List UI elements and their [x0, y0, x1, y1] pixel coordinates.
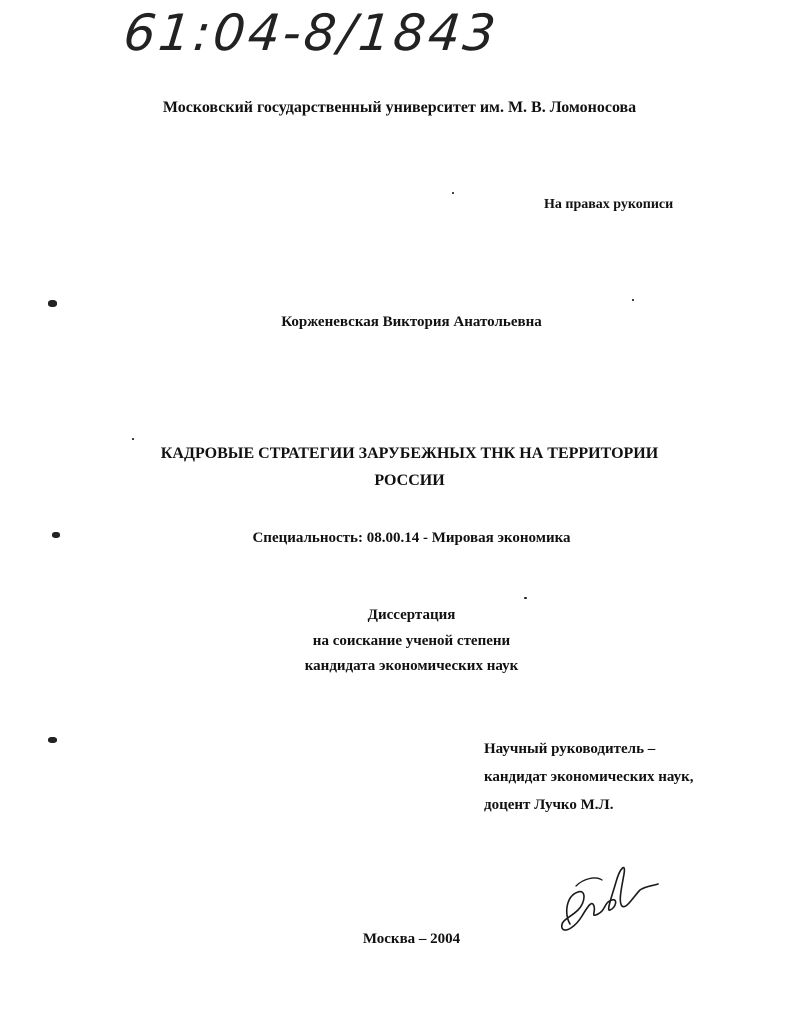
dissertation-label: Диссертация [367, 607, 456, 623]
university-name: Московский государственный университет им. М. В. Ломоносова [162, 99, 637, 116]
city-year: Москва – 2004 [362, 931, 461, 947]
scan-speck [524, 597, 527, 599]
degree-purpose: на соискание ученой степени [312, 633, 511, 649]
specialty: Специальность: 08.00.14 - Мировая экономика [252, 530, 571, 546]
supervisor-name: доцент Лучко М.Л. [484, 797, 614, 813]
archive-code-handwritten: 61:04-8/1843 [120, 4, 502, 62]
scan-speck [632, 299, 634, 301]
scan-speck [48, 737, 57, 743]
supervisor-block [484, 735, 694, 819]
scan-speck [48, 300, 57, 307]
supervisor-degree: кандидат экономических наук, [484, 769, 694, 785]
degree-name: кандидата экономических наук [304, 658, 519, 674]
supervisor-role: Научный руководитель – [484, 741, 656, 757]
author-name: Корженевская Виктория Анатольевна [281, 314, 542, 330]
thesis-title-line-2: РОССИИ [374, 472, 445, 489]
rights-note: На правах рукописи [544, 197, 674, 212]
thesis-title-line-1: КАДРОВЫЕ СТРАТЕГИИ ЗАРУБЕЖНЫХ ТНК НА ТЕРРИТОРИИ [160, 445, 659, 462]
supervisor-signature [556, 856, 666, 934]
scan-speck [452, 192, 454, 194]
scan-speck [52, 532, 60, 538]
scan-speck [132, 438, 134, 440]
